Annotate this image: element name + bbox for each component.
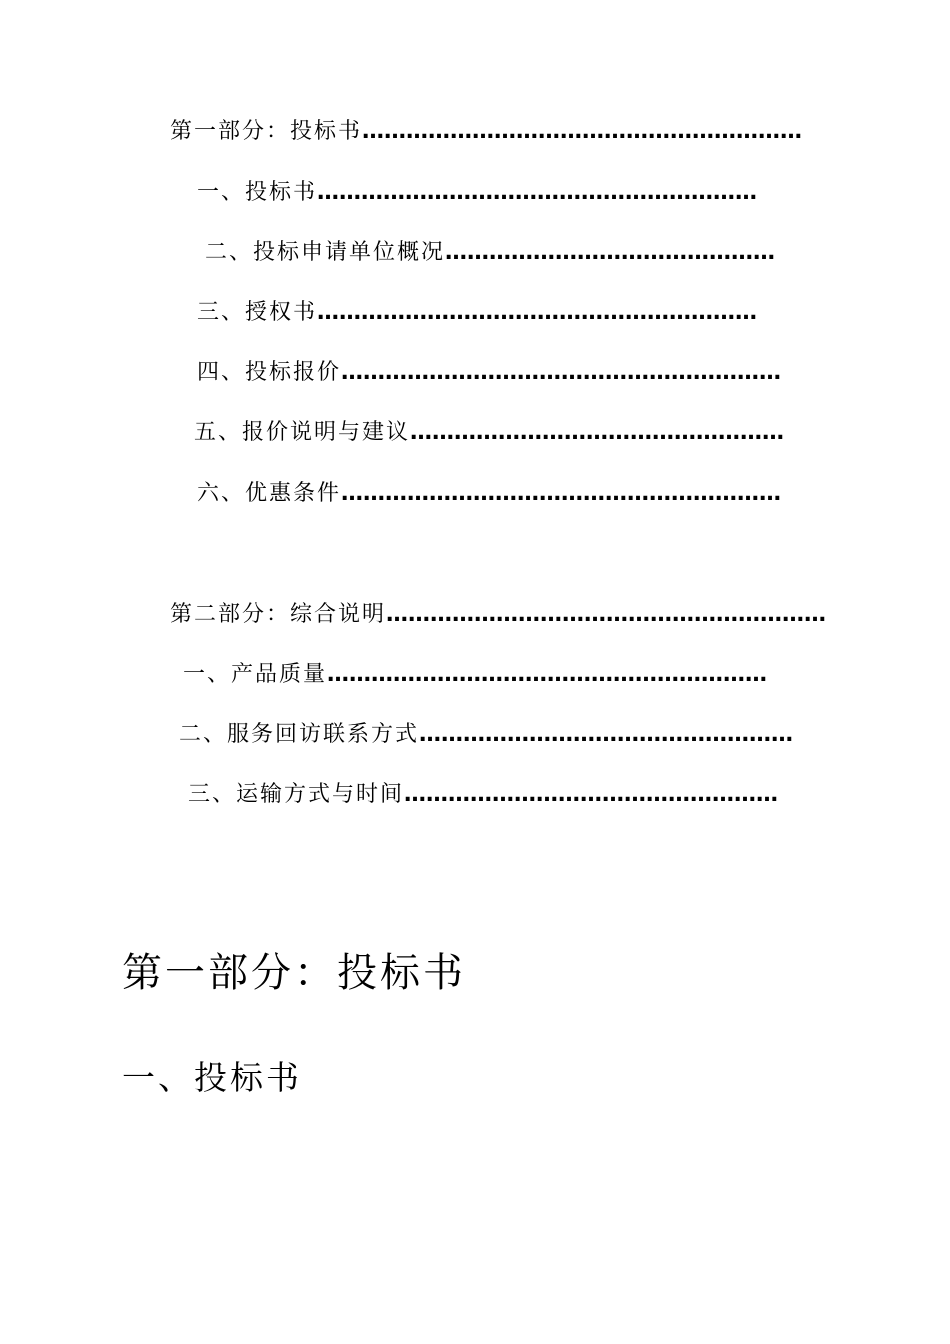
toc-leader: …………………………………………………… — [341, 481, 782, 506]
toc-item — [197, 358, 782, 388]
subsection-heading: 一、投标书 — [122, 1058, 302, 1097]
toc-leader: ……………………………………… — [445, 240, 776, 265]
toc-item-label: 二、服务回访联系方式 — [179, 722, 420, 747]
toc-item — [205, 238, 776, 268]
toc-item-label: 一、产品质量 — [183, 662, 328, 687]
toc-item — [197, 298, 758, 328]
toc-item-label: 六、优惠条件 — [197, 481, 342, 506]
toc-item — [194, 418, 785, 448]
toc-leader: …………………………………………………… — [386, 602, 827, 627]
toc-part1-title — [170, 117, 803, 147]
toc-leader: …………………………………………………… — [317, 300, 758, 325]
toc-item — [179, 720, 794, 750]
toc-item — [197, 479, 782, 509]
toc-item — [197, 178, 758, 208]
toc-item-label: 一、投标书 — [197, 180, 318, 205]
toc-leader: …………………………………………… — [410, 420, 785, 445]
toc-item-label: 五、报价说明与建议 — [194, 420, 411, 445]
toc-part2-title — [170, 600, 827, 630]
toc-item-label: 三、运输方式与时间 — [188, 782, 405, 807]
toc-leader: …………………………………………………… — [341, 360, 782, 385]
toc-leader: …………………………………………… — [419, 722, 794, 747]
section-heading: 第一部分：投标书 — [122, 950, 466, 996]
toc-item-label: 四、投标报价 — [197, 360, 342, 385]
toc-item-label: 三、授权书 — [197, 300, 318, 325]
toc-item-label: 二、投标申请单位概况 — [205, 240, 446, 265]
toc-leader: …………………………………………………… — [317, 180, 758, 205]
toc-part2-label: 第二部分：综合说明 — [170, 602, 387, 627]
toc-leader: …………………………………………… — [404, 782, 779, 807]
toc-leader: …………………………………………………… — [327, 662, 768, 687]
toc-item — [188, 780, 779, 810]
toc-part1-label: 第一部分：投标书 — [170, 119, 363, 144]
toc-item — [183, 660, 768, 690]
toc-leader: …………………………………………………… — [362, 119, 803, 144]
